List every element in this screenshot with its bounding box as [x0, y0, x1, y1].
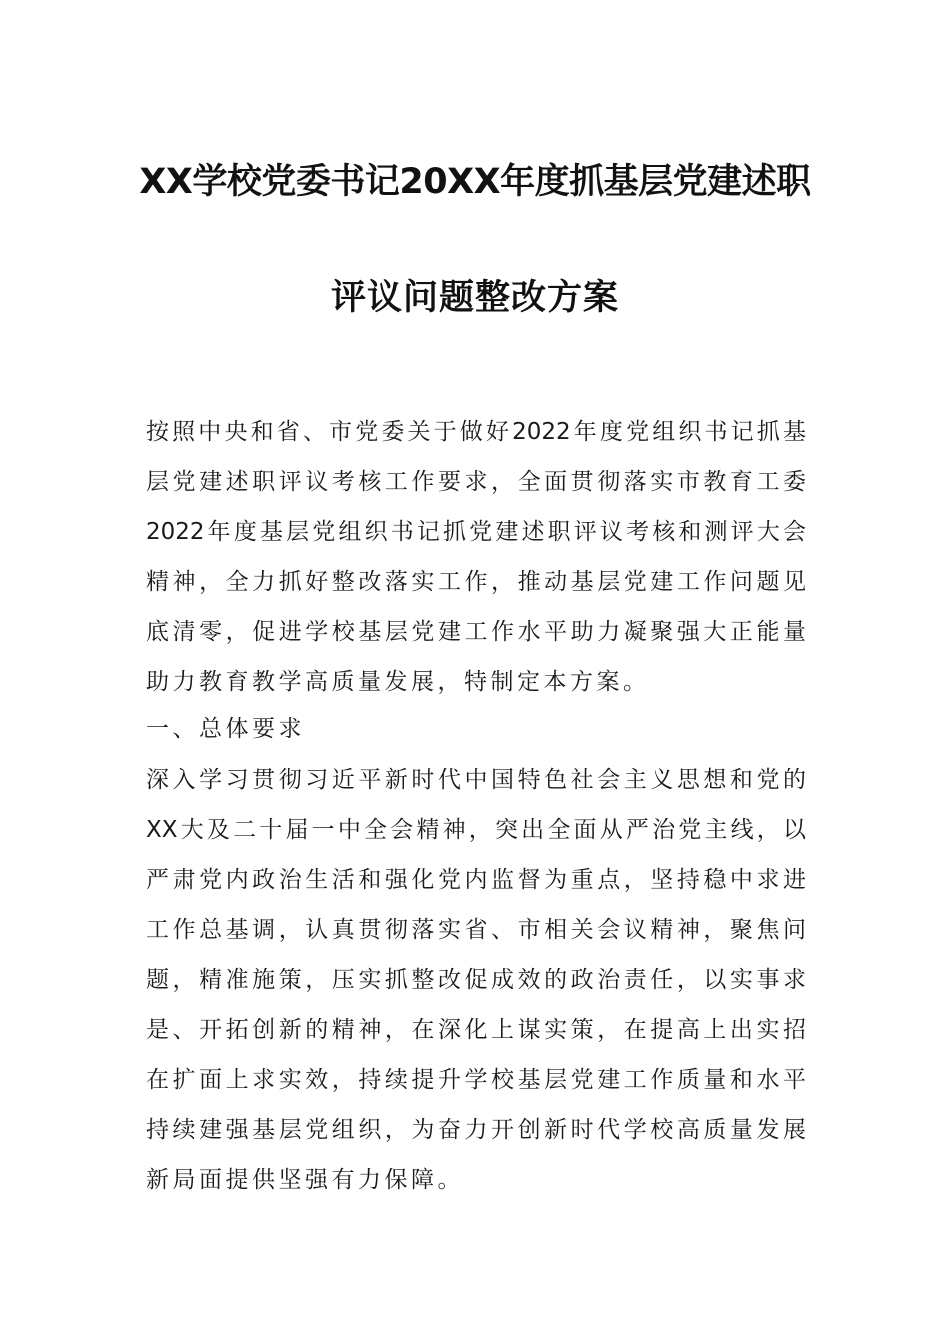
section-heading: 一、总体要求: [146, 716, 305, 742]
paragraph-line: 持续建强基层党组织，为奋力开创新时代学校高质量发展: [146, 1117, 806, 1143]
paragraph-line: 深入学习贯彻习近平新时代中国特色社会主义思想和党的: [146, 767, 806, 793]
paragraph-line: 按照中央和省、市党委关于做好2022年度党组织书记抓基: [146, 419, 806, 445]
paragraph-line: 题，精准施策，压实抓整改促成效的政治责任，以实事求: [146, 967, 806, 993]
paragraph-line: 助力教育教学高质量发展，特制定本方案。: [146, 669, 650, 695]
paragraph-line: 精神，全力抓好整改落实工作，推动基层党建工作问题见: [146, 569, 806, 595]
document-title-line-2: 评议问题整改方案: [330, 278, 619, 318]
paragraph-line: 在扩面上求实效，持续提升学校基层党建工作质量和水平: [146, 1067, 806, 1093]
paragraph-line: 新局面提供坚强有力保障。: [146, 1167, 464, 1193]
paragraph-line: 严肃党内政治生活和强化党内监督为重点，坚持稳中求进: [146, 867, 806, 893]
paragraph-line: 2022年度基层党组织书记抓党建述职评议考核和测评大会: [146, 519, 806, 545]
paragraph-line: 底清零，促进学校基层党建工作水平助力凝聚强大正能量: [146, 619, 806, 645]
paragraph-line: 工作总基调，认真贯彻落实省、市相关会议精神，聚焦问: [146, 917, 806, 943]
paragraph-line: XX大及二十届一中全会精神，突出全面从严治党主线，以: [146, 817, 806, 843]
document-title-line-1: XX学校党委书记20XX年度抓基层党建述职: [139, 162, 811, 202]
paragraph-line: 是、开拓创新的精神，在深化上谋实策，在提高上出实招: [146, 1017, 806, 1043]
paragraph-line: 层党建述职评议考核工作要求，全面贯彻落实市教育工委: [146, 469, 806, 495]
